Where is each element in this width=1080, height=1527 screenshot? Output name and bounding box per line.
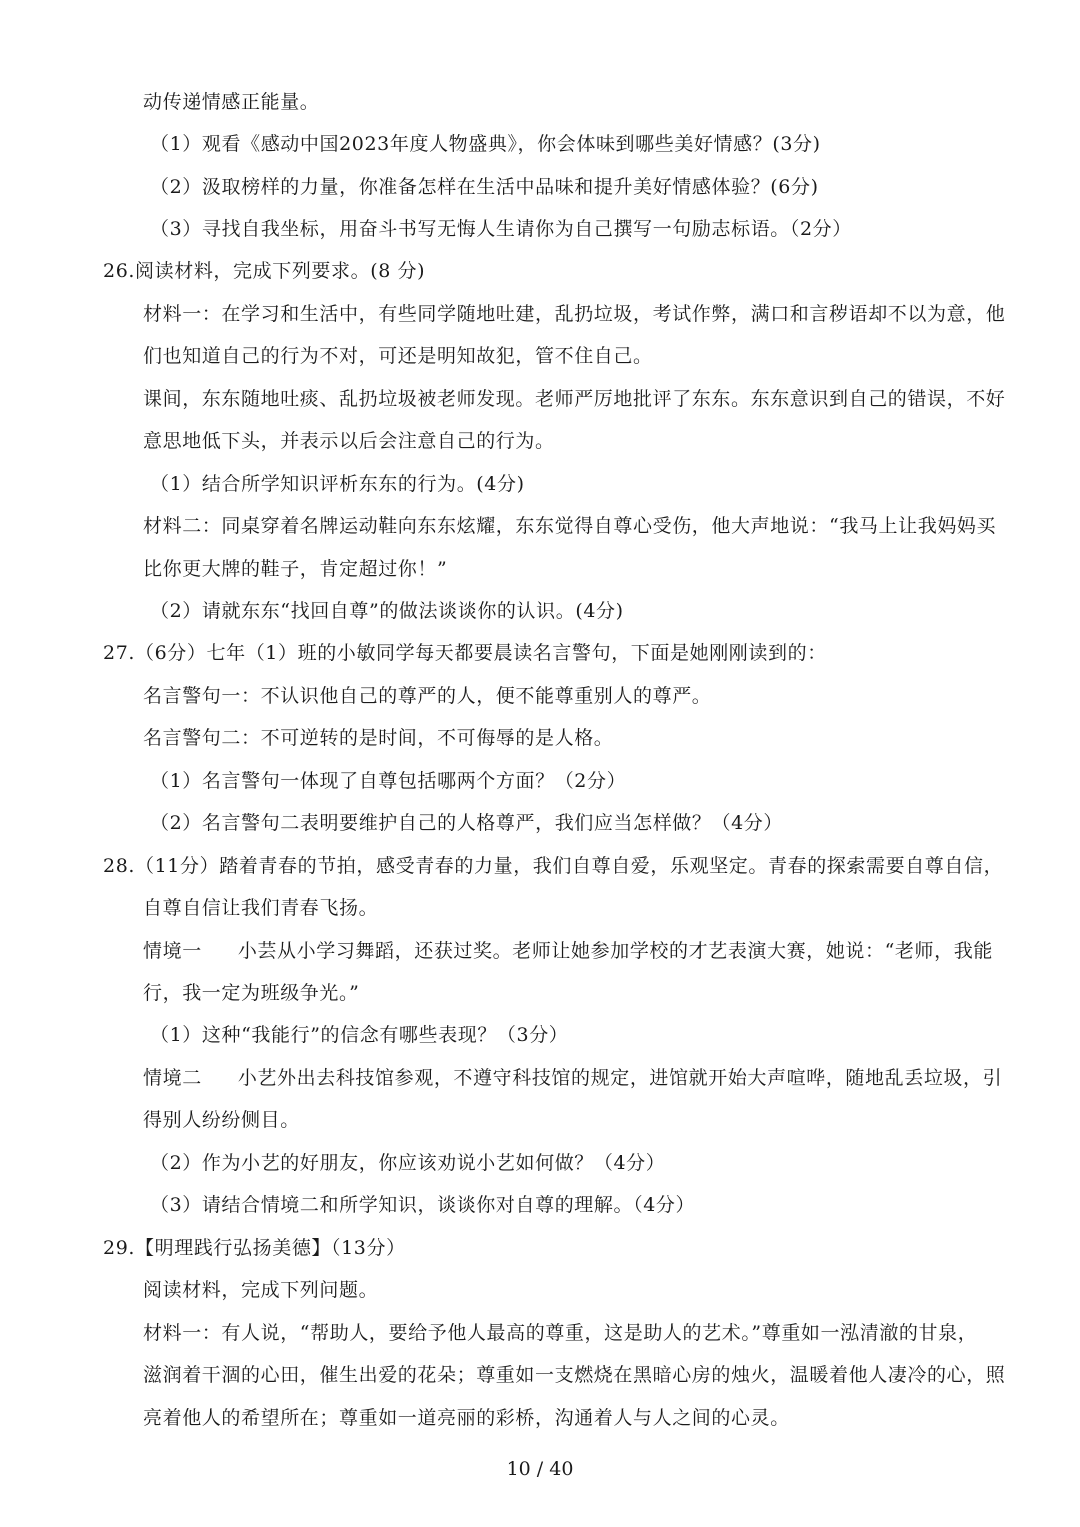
question-25-2: （2）汲取榜样的力量，你准备怎样在生活中品味和提升美好情感体验？(6分)	[150, 176, 819, 198]
question-28-1: （1）这种“我能行”的信念有哪些表现？（3分）	[150, 1024, 569, 1046]
scenario-text	[143, 1065, 1002, 1091]
material-text: 材料一：在学习和生活中，有些同学随地吐建，乱扔垃圾，考试作弊，满口和言秽语却不以为意，他	[143, 303, 1006, 325]
material-text: 亮着他人的希望所在；尊重如一道亮丽的彩桥，沟通着人与人之间的心灵。	[143, 1407, 790, 1429]
question-25-3: （3）寻找自我坐标，用奋斗书写无悔人生请你为自己撰写一句励志标语。（2分）	[150, 218, 852, 240]
question-28-3: （3）请结合情境二和所学知识，谈谈你对自尊的理解。（4分）	[150, 1194, 696, 1216]
material-text: 材料一：有人说，“帮助人，要给予他人最高的尊重，这是助人的艺术。”尊重如一泓清澈的甘泉，	[143, 1322, 978, 1344]
quote-text: 名言警句一：不认识他自己的尊严的人，便不能尊重别人的尊严。	[143, 685, 712, 707]
question-27-2: （2）名言警句二表明要维护自己的人格尊严，我们应当怎样做？（4分）	[150, 812, 783, 834]
material-text: 课间，东东随地吐痰、乱扔垃圾被老师发现。老师严厉地批评了东东。东东意识到自己的错误，不好	[143, 388, 1006, 410]
page-number: 10 / 40	[506, 1458, 574, 1480]
question-27-1: （1）名言警句一体现了自尊包括哪两个方面？（2分）	[150, 770, 627, 792]
question-29-heading: 29.【明理践行弘扬美德】（13分）	[103, 1237, 406, 1259]
question-26-1: （1）结合所学知识评析东东的行为。(4分)	[150, 473, 525, 495]
question-27-heading: 27.（6分）七年（1）班的小敏同学每天都要晨读名言警句，下面是她刚刚读到的：	[103, 642, 827, 664]
material-text: 材料二：同桌穿着名牌运动鞋向东东炫耀，东东觉得自尊心受伤，他大声地说：“我马上让我妈妈买	[143, 515, 997, 537]
question-28-2: （2）作为小艺的好朋友，你应该劝说小艺如何做？（4分）	[150, 1152, 666, 1174]
quote-text: 名言警句二：不可逆转的是时间，不可侮辱的是人格。	[143, 727, 614, 749]
scenario-label: 情境二	[143, 1067, 202, 1089]
scenario-text	[143, 938, 993, 964]
scenario-text: 行，我一定为班级争光。”	[143, 982, 360, 1004]
text-line: 自尊自信让我们青春飞扬。	[143, 897, 379, 919]
material-text: 们也知道自己的行为不对，可还是明知故犯，管不住自己。	[143, 345, 653, 367]
text-line: 阅读材料，完成下列问题。	[143, 1279, 379, 1301]
text-line: 动传递情感正能量。	[143, 91, 320, 113]
material-text: 滋润着干涸的心田，催生出爱的花朵；尊重如一支燃烧在黑暗心房的烛火，温暖着他人凄冷的心，照	[143, 1364, 1006, 1386]
scenario-text: 得别人纷纷侧目。	[143, 1109, 300, 1131]
question-28-heading: 28.（11分）踏着青春的节拍，感受青春的力量，我们自尊自爱，乐观坚定。青春的探索需要自尊自信，	[103, 855, 1004, 877]
question-26-heading: 26.阅读材料，完成下列要求。(8 分)	[103, 260, 426, 282]
material-text: 意思地低下头，并表示以后会注意自己的行为。	[143, 430, 555, 452]
scenario-body: 小芸从小学习舞蹈，还获过奖。老师让她参加学校的才艺表演大赛，她说：“老师，我能	[237, 940, 993, 962]
question-26-2: （2）请就东东“找回自尊”的做法谈谈你的认识。(4分)	[150, 600, 624, 622]
question-25-1: （1）观看《感动中国2023年度人物盛典》，你会体味到哪些美好情感？(3分)	[150, 133, 821, 155]
material-text: 比你更大牌的鞋子，肯定超过你！”	[143, 558, 448, 580]
scenario-body: 小艺外出去科技馆参观，不遵守科技馆的规定，进馆就开始大声喧哗，随地乱丢垃圾，引	[237, 1067, 1003, 1089]
scenario-label: 情境一	[143, 940, 202, 962]
